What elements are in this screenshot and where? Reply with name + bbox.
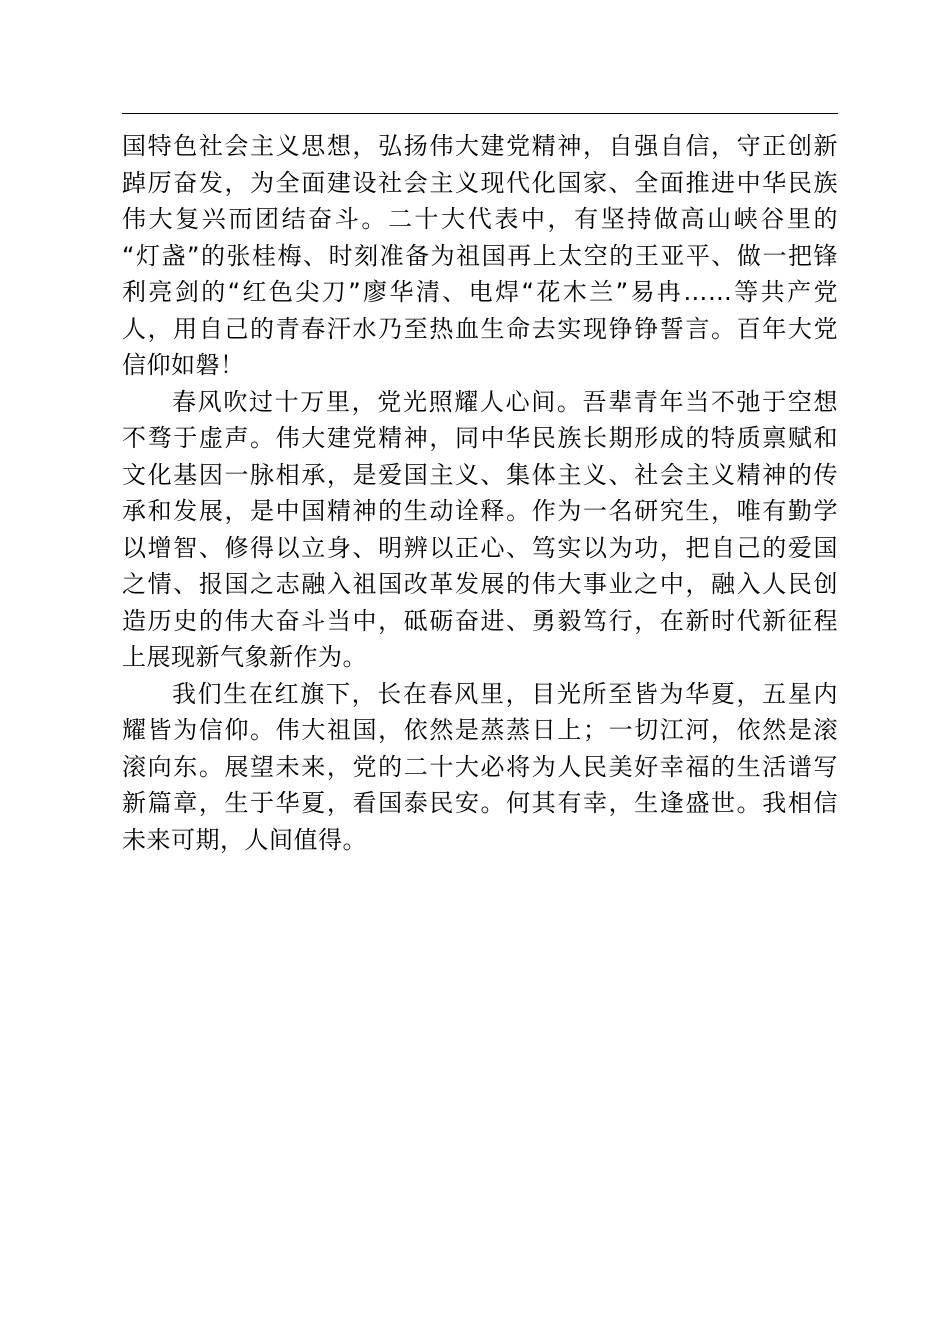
paragraph-2-line: 上展现新气象新作为。 <box>122 643 367 671</box>
document-body <box>122 128 838 858</box>
header-rule <box>122 113 838 114</box>
paragraph-2-line: 不骛于虚声。伟大建党精神，同中华民族长期形成的特质禀赋和 <box>122 424 838 452</box>
paragraph-2-line: 文化基因一脉相承，是爱国主义、集体主义、社会主义精神的传 <box>122 460 838 489</box>
paragraph-1-line: 踔厉奋发，为全面建设社会主义现代化国家、全面推进中华民族 <box>122 168 838 197</box>
paragraph-1-line: 信仰如磐！ <box>122 351 245 379</box>
paragraph-2-line: 承和发展，是中国精神的生动诠释。作为一名研究生，唯有勤学 <box>122 497 838 525</box>
paragraph-1-line: 国特色社会主义思想，弘扬伟大建党精神，自强自信，守正创新 <box>122 132 838 160</box>
paragraph-2-line: 之情、报国之志融入祖国改革发展的伟大事业之中，融入人民创 <box>122 570 838 598</box>
paragraph-1-line: 利亮剑的“红色尖刀”廖华清、电焊“花木兰”易冉……等共产党 <box>122 278 838 306</box>
paragraph-1-line: “灯盏”的张桂梅、时刻准备为祖国再上太空的王亚平、做一把锋 <box>122 241 838 270</box>
paragraph-3-line: 未来可期，人间值得。 <box>122 825 367 854</box>
paragraph-3-line: 我们生在红旗下，长在春风里，目光所至皆为华夏，五星内 <box>172 679 838 708</box>
paragraph-3-line: 滚向东。展望未来，党的二十大必将为人民美好幸福的生活谱写 <box>122 752 838 781</box>
paragraph-1-line: 人，用自己的青春汗水乃至热血生命去实现铮铮誓言。百年大党 <box>122 314 838 343</box>
paragraph-2-line: 以增智、修得以立身、明辨以正心、笃实以为功，把自己的爱国 <box>122 533 838 562</box>
paragraph-3-line: 新篇章，生于华夏，看国泰民安。何其有幸，生逢盛世。我相信 <box>122 789 838 817</box>
paragraph-2-line: 春风吹过十万里，党光照耀人心间。吾辈青年当不弛于空想 <box>172 387 838 416</box>
paragraph-1-line: 伟大复兴而团结奋斗。二十大代表中，有坚持做高山峡谷里的 <box>122 205 838 233</box>
paragraph-3-line: 耀皆为信仰。伟大祖国，依然是蒸蒸日上；一切江河，依然是滚 <box>122 716 838 744</box>
paragraph-2-line: 造历史的伟大奋斗当中，砥砺奋进、勇毅笃行，在新时代新征程 <box>122 606 838 635</box>
